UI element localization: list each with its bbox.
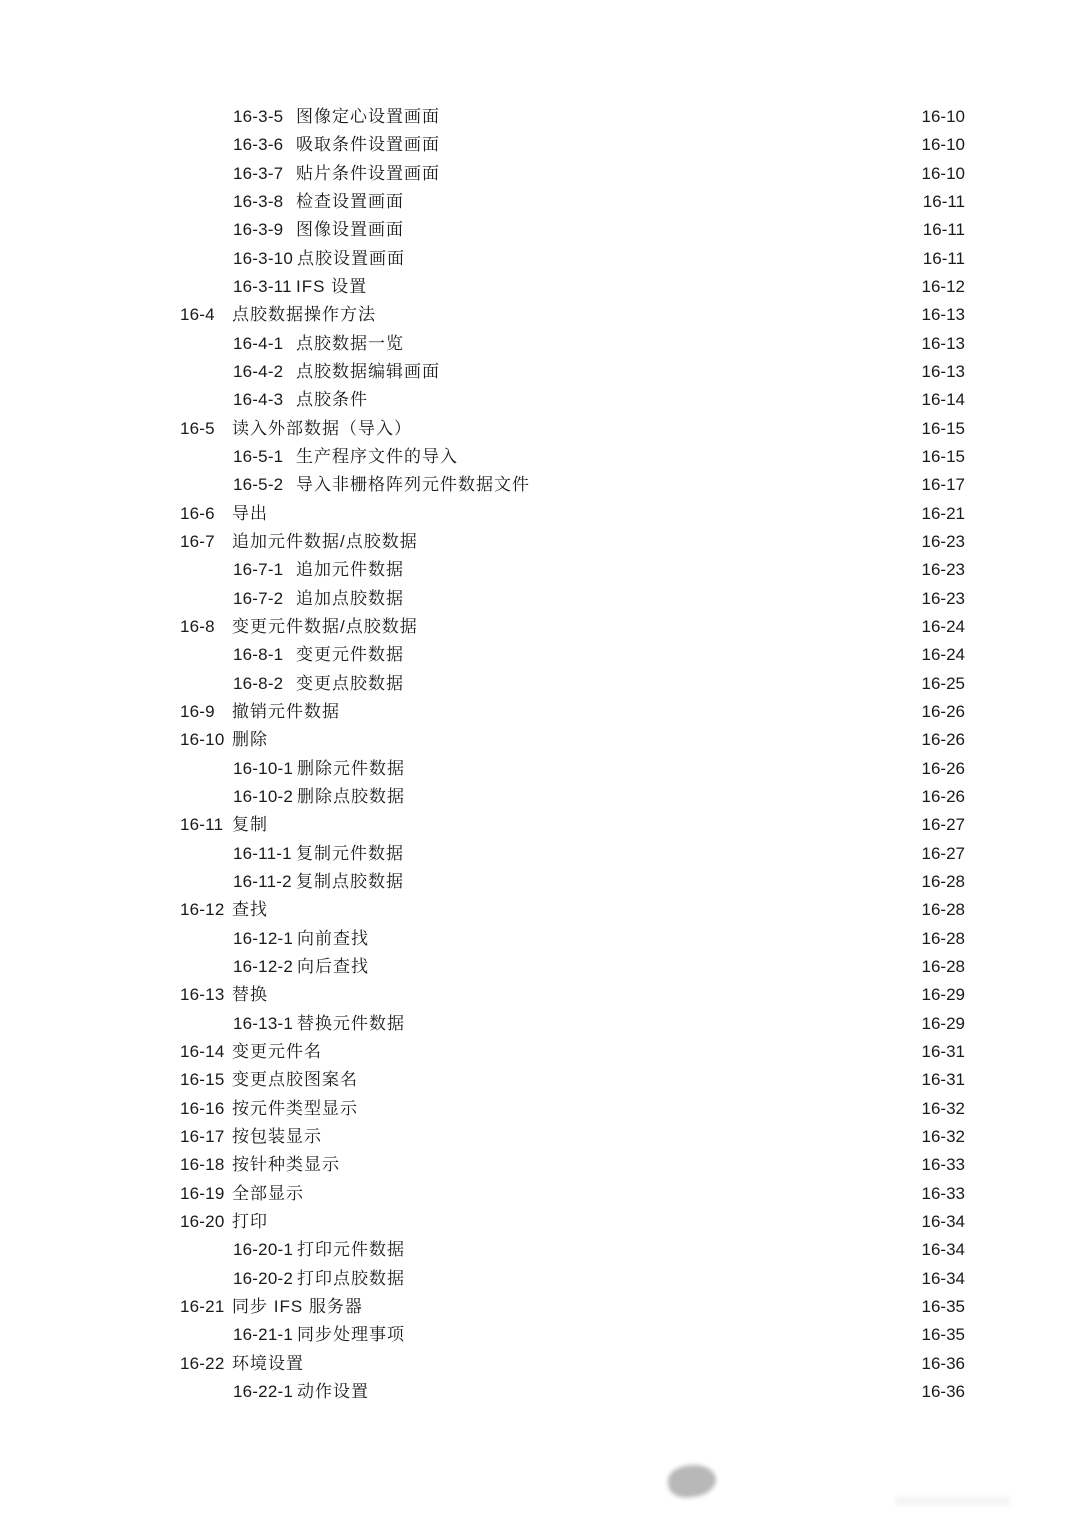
toc-entry-title: 替换 xyxy=(232,981,270,1009)
toc-entry-title: 读入外部数据（导入） xyxy=(232,415,414,443)
toc-entry-number: 16-20-2 xyxy=(233,1268,293,1288)
toc-entry-leader xyxy=(296,215,919,245)
toc-entry-title: 同步 IFS 服务器 xyxy=(232,1293,365,1321)
toc-entry-title: 变更元件数据/点胶数据 xyxy=(232,613,420,641)
toc-entry-number: 16-11 xyxy=(180,815,224,835)
toc-entry-page: 16-12 xyxy=(920,273,965,301)
toc-entry[interactable] xyxy=(0,358,1080,386)
toc-entry-leader xyxy=(232,1094,918,1124)
toc-entry-number: 16-20 xyxy=(180,1211,225,1231)
toc-entry-number: 16-4-1 xyxy=(233,333,284,353)
dot-leader xyxy=(406,586,916,614)
toc-entry[interactable] xyxy=(0,726,1080,754)
toc-entry-number: 16-9 xyxy=(180,702,215,722)
toc-entry[interactable] xyxy=(0,896,1080,924)
toc-entry-leader xyxy=(297,782,918,812)
dot-leader xyxy=(270,727,916,755)
toc-entry-number: 16-4-2 xyxy=(233,362,284,382)
toc-entry-leader xyxy=(297,1320,918,1350)
toc-entry-page: 16-32 xyxy=(920,1095,965,1123)
dot-leader xyxy=(406,331,916,359)
toc-entry[interactable] xyxy=(0,953,1080,981)
toc-entry-page: 16-34 xyxy=(920,1236,965,1264)
toc-entry-title: 查找 xyxy=(232,896,270,924)
toc-entry-page: 16-17 xyxy=(920,471,965,499)
toc-entry-leader xyxy=(297,1264,918,1294)
toc-entry-leader xyxy=(296,470,918,500)
toc-entry[interactable] xyxy=(0,245,1080,273)
dot-leader xyxy=(369,274,916,302)
toc-entry[interactable] xyxy=(0,273,1080,301)
toc-entry-title: 打印点胶数据 xyxy=(297,1265,407,1293)
dot-leader xyxy=(407,246,917,274)
toc-entry-page: 16-36 xyxy=(920,1378,965,1406)
toc-entry-leader xyxy=(296,669,918,699)
dot-leader xyxy=(406,841,916,869)
toc-entry-leader xyxy=(297,1377,918,1407)
toc-entry-title: 全部显示 xyxy=(232,1180,306,1208)
toc-entry-title: 复制点胶数据 xyxy=(296,868,406,896)
toc-entry-title: 复制 xyxy=(232,811,270,839)
dot-leader xyxy=(324,1039,916,1067)
toc-entry-title: 导出 xyxy=(232,500,270,528)
toc-entry-leader xyxy=(232,895,918,925)
toc-entry-leader xyxy=(296,130,918,160)
toc-entry-number: 16-5-1 xyxy=(233,447,284,467)
dot-leader xyxy=(406,671,916,699)
toc-entry-page: 16-15 xyxy=(920,443,965,471)
toc-entry-leader xyxy=(232,1207,918,1237)
toc-entry[interactable] xyxy=(0,103,1080,131)
table-of-contents xyxy=(0,103,1080,1406)
toc-entry-number: 16-16 xyxy=(180,1098,225,1118)
toc-entry-page: 16-34 xyxy=(920,1265,965,1293)
toc-entry-page: 16-31 xyxy=(920,1066,965,1094)
toc-entry-number: 16-7-2 xyxy=(233,588,284,608)
toc-entry-page: 16-10 xyxy=(920,103,965,131)
dot-leader xyxy=(406,557,916,585)
toc-entry-title: 点胶数据编辑画面 xyxy=(296,358,442,386)
toc-entry-title: 追加点胶数据 xyxy=(296,585,406,613)
dot-leader xyxy=(306,1351,916,1379)
toc-entry-number: 16-11-2 xyxy=(233,872,292,892)
toc-entry-leader xyxy=(232,697,918,727)
toc-entry-title: 向后查找 xyxy=(297,953,371,981)
toc-entry-page: 16-13 xyxy=(920,358,965,386)
toc-entry[interactable] xyxy=(0,1010,1080,1038)
toc-entry-title: 撤销元件数据 xyxy=(232,698,342,726)
dot-leader xyxy=(270,1209,916,1237)
toc-entry-leader xyxy=(232,725,918,755)
toc-entry-leader xyxy=(232,414,918,444)
toc-entry-title: 复制元件数据 xyxy=(296,840,406,868)
toc-entry[interactable] xyxy=(0,301,1080,329)
toc-entry-title: 打印 xyxy=(232,1208,270,1236)
toc-entry-leader xyxy=(296,187,919,217)
toc-entry[interactable] xyxy=(0,585,1080,613)
toc-entry-title: 贴片条件设置画面 xyxy=(296,160,442,188)
toc-entry-leader xyxy=(297,1235,918,1265)
toc-entry-title: 向前查找 xyxy=(297,925,371,953)
toc-entry[interactable] xyxy=(0,528,1080,556)
toc-entry-page: 16-36 xyxy=(920,1350,965,1378)
toc-entry-leader xyxy=(296,357,918,387)
toc-entry[interactable] xyxy=(0,698,1080,726)
toc-entry-leader xyxy=(232,810,918,840)
toc-entry-title: 点胶条件 xyxy=(296,386,370,414)
toc-entry-page: 16-28 xyxy=(920,868,965,896)
toc-entry-page: 16-23 xyxy=(920,556,965,584)
toc-entry[interactable] xyxy=(0,1151,1080,1179)
dot-leader xyxy=(442,104,916,132)
dot-leader xyxy=(420,529,916,557)
toc-entry-page: 16-27 xyxy=(920,811,965,839)
toc-entry-leader xyxy=(296,329,918,359)
toc-entry-leader xyxy=(232,980,918,1010)
toc-entry-number: 16-3-6 xyxy=(233,135,284,155)
toc-entry-number: 16-12 xyxy=(180,900,225,920)
toc-entry-leader xyxy=(232,1179,918,1209)
toc-entry[interactable] xyxy=(0,216,1080,244)
toc-entry-number: 16-12-2 xyxy=(233,957,293,976)
toc-entry[interactable] xyxy=(0,641,1080,669)
toc-entry-number: 16-15 xyxy=(180,1070,225,1090)
toc-entry-number: 16-10-1 xyxy=(233,758,293,778)
toc-entry[interactable] xyxy=(0,670,1080,698)
toc-entry-number: 16-13 xyxy=(180,985,225,1005)
toc-entry-page: 16-32 xyxy=(920,1123,965,1151)
dot-leader xyxy=(270,501,916,529)
toc-entry-page: 16-29 xyxy=(920,981,965,1009)
toc-entry[interactable] xyxy=(0,1321,1080,1349)
toc-entry-title: 追加元件数据 xyxy=(296,556,406,584)
toc-entry-page: 16-28 xyxy=(920,925,965,953)
toc-entry-page: 16-33 xyxy=(920,1151,965,1179)
toc-entry-leader xyxy=(296,272,918,302)
toc-entry-leader xyxy=(232,1122,918,1152)
toc-entry-page: 16-27 xyxy=(920,840,965,868)
toc-entry[interactable] xyxy=(0,811,1080,839)
toc-entry-leader xyxy=(232,1349,918,1379)
toc-entry-number: 16-17 xyxy=(180,1126,225,1146)
toc-entry[interactable] xyxy=(0,1236,1080,1264)
toc-entry[interactable] xyxy=(0,160,1080,188)
dot-leader xyxy=(414,416,916,444)
toc-entry-title: 变更点胶数据 xyxy=(296,670,406,698)
toc-entry-number: 16-3-8 xyxy=(233,192,284,212)
toc-entry-title: 生产程序文件的导入 xyxy=(296,443,460,471)
dot-leader xyxy=(442,132,916,160)
toc-entry-leader xyxy=(232,300,918,330)
toc-entry-leader xyxy=(232,1150,918,1180)
toc-entry-leader xyxy=(297,754,918,784)
toc-entry-number: 16-19 xyxy=(180,1183,225,1203)
toc-entry-number: 16-3-10 xyxy=(233,248,293,268)
toc-entry[interactable] xyxy=(0,188,1080,216)
toc-entry-page: 16-10 xyxy=(920,131,965,159)
dot-leader xyxy=(378,302,916,330)
toc-entry-page: 16-29 xyxy=(920,1010,965,1038)
toc-entry-title: 动作设置 xyxy=(297,1378,371,1406)
toc-entry-number: 16-21 xyxy=(180,1296,225,1316)
dot-leader xyxy=(407,784,916,812)
toc-entry-page: 16-21 xyxy=(920,500,965,528)
faint-watermark xyxy=(895,1497,1010,1505)
toc-entry-title: 检查设置画面 xyxy=(296,188,406,216)
toc-entry[interactable] xyxy=(0,1066,1080,1094)
toc-entry-page: 16-13 xyxy=(920,330,965,358)
toc-entry[interactable] xyxy=(0,1179,1080,1207)
dot-leader xyxy=(406,217,917,245)
dot-leader xyxy=(365,1294,916,1322)
toc-entry[interactable] xyxy=(0,1094,1080,1122)
toc-entry-leader xyxy=(296,640,918,670)
toc-entry-page: 16-23 xyxy=(920,585,965,613)
toc-entry-page: 16-26 xyxy=(920,755,965,783)
toc-entry-title: 变更点胶图案名 xyxy=(232,1066,360,1094)
toc-entry-leader xyxy=(232,1292,918,1322)
toc-entry[interactable] xyxy=(0,1038,1080,1066)
toc-entry-number: 16-21-1 xyxy=(233,1325,293,1345)
toc-entry-number: 16-14 xyxy=(180,1041,225,1061)
toc-entry-page: 16-25 xyxy=(920,670,965,698)
toc-entry-leader xyxy=(297,952,918,982)
toc-entry-leader xyxy=(297,1009,918,1039)
toc-entry-leader xyxy=(232,1065,918,1095)
toc-entry-leader xyxy=(232,612,918,642)
dot-leader xyxy=(371,954,916,982)
toc-entry[interactable] xyxy=(0,1208,1080,1236)
dot-leader xyxy=(407,1237,916,1265)
dot-leader xyxy=(270,897,916,925)
toc-entry-number: 16-22-1 xyxy=(233,1381,293,1401)
toc-entry-title: 删除元件数据 xyxy=(297,755,407,783)
toc-entry-number: 16-8-1 xyxy=(233,645,284,665)
toc-entry-number: 16-3-5 xyxy=(233,107,284,127)
toc-entry[interactable] xyxy=(0,981,1080,1009)
toc-entry-page: 16-35 xyxy=(920,1321,965,1349)
toc-entry-leader xyxy=(296,555,918,585)
toc-entry-title: 变更元件数据 xyxy=(296,641,406,669)
toc-entry[interactable] xyxy=(0,500,1080,528)
toc-entry-page: 16-10 xyxy=(920,160,965,188)
toc-entry-page: 16-24 xyxy=(920,641,965,669)
dot-leader xyxy=(420,614,916,642)
dot-leader xyxy=(406,189,917,217)
toc-entry[interactable] xyxy=(0,868,1080,896)
toc-entry-number: 16-6 xyxy=(180,503,215,523)
toc-entry-number: 16-8-2 xyxy=(233,673,284,693)
toc-entry-title: 吸取条件设置画面 xyxy=(296,131,442,159)
toc-entry[interactable] xyxy=(0,443,1080,471)
toc-entry[interactable] xyxy=(0,755,1080,783)
dot-leader xyxy=(442,161,916,189)
toc-entry-title: 按元件类型显示 xyxy=(232,1095,360,1123)
toc-entry[interactable] xyxy=(0,1378,1080,1406)
toc-entry-page: 16-11 xyxy=(921,188,965,216)
toc-entry-number: 16-13-1 xyxy=(233,1013,293,1033)
toc-entry-number: 16-10-2 xyxy=(233,787,293,807)
toc-entry[interactable] xyxy=(0,1264,1080,1292)
dot-leader xyxy=(371,1379,916,1407)
toc-entry-title: 图像设置画面 xyxy=(296,216,406,244)
toc-entry[interactable] xyxy=(0,840,1080,868)
toc-entry-title: 删除 xyxy=(232,726,270,754)
toc-entry-leader xyxy=(232,499,918,529)
toc-entry-title: 按包装显示 xyxy=(232,1123,324,1151)
toc-entry[interactable] xyxy=(0,415,1080,443)
dot-leader xyxy=(270,812,916,840)
dot-leader xyxy=(460,444,916,472)
toc-entry-number: 16-18 xyxy=(180,1155,225,1175)
toc-entry-page: 16-26 xyxy=(920,783,965,811)
toc-entry-number: 16-11-1 xyxy=(233,843,292,863)
toc-entry-page: 16-11 xyxy=(921,216,965,244)
dot-leader xyxy=(407,1322,916,1350)
toc-entry[interactable] xyxy=(0,131,1080,159)
toc-entry-page: 16-34 xyxy=(920,1208,965,1236)
dot-leader xyxy=(407,756,916,784)
toc-entry-leader xyxy=(296,385,918,415)
toc-entry[interactable] xyxy=(0,556,1080,584)
toc-entry-leader xyxy=(296,102,918,132)
toc-entry-number: 16-22 xyxy=(180,1353,225,1373)
toc-entry-number: 16-8 xyxy=(180,617,215,637)
dot-leader xyxy=(342,1152,916,1180)
toc-entry-page: 16-31 xyxy=(920,1038,965,1066)
toc-entry-number: 16-10 xyxy=(180,730,225,750)
dot-leader xyxy=(406,869,916,897)
toc-entry-page: 16-28 xyxy=(920,953,965,981)
dot-leader xyxy=(360,1096,916,1124)
dot-leader xyxy=(442,359,916,387)
toc-entry[interactable] xyxy=(0,1123,1080,1151)
toc-entry-leader xyxy=(296,867,918,897)
toc-entry-page: 16-23 xyxy=(920,528,965,556)
toc-entry-page: 16-33 xyxy=(920,1180,965,1208)
toc-entry-title: 替换元件数据 xyxy=(297,1010,407,1038)
toc-entry-leader xyxy=(297,244,919,274)
toc-entry-number: 16-3-11 xyxy=(233,277,292,297)
toc-entry-page: 16-35 xyxy=(920,1293,965,1321)
toc-entry-leader xyxy=(296,584,918,614)
dot-leader xyxy=(342,699,916,727)
scan-smudge xyxy=(666,1462,718,1500)
toc-entry[interactable] xyxy=(0,925,1080,953)
toc-entry-title: 导入非栅格阵列元件数据文件 xyxy=(296,471,532,499)
toc-entry-number: 16-3-9 xyxy=(233,220,284,240)
toc-entry-page: 16-24 xyxy=(920,613,965,641)
toc-entry-leader xyxy=(297,924,918,954)
dot-leader xyxy=(406,642,916,670)
toc-entry-page: 16-13 xyxy=(920,301,965,329)
toc-entry-leader xyxy=(232,527,918,557)
toc-entry-number: 16-3-7 xyxy=(233,163,284,183)
toc-entry-title: 点胶数据操作方法 xyxy=(232,301,378,329)
dot-leader xyxy=(306,1181,916,1209)
dot-leader xyxy=(407,1266,916,1294)
toc-entry-number: 16-7-1 xyxy=(233,560,284,580)
toc-entry-title: 环境设置 xyxy=(232,1350,306,1378)
toc-entry-title: 打印元件数据 xyxy=(297,1236,407,1264)
toc-entry-leader xyxy=(296,159,918,189)
dot-leader xyxy=(407,1011,916,1039)
toc-entry[interactable] xyxy=(0,471,1080,499)
toc-entry-title: 点胶数据一览 xyxy=(296,330,406,358)
toc-entry-page: 16-26 xyxy=(920,698,965,726)
toc-entry[interactable] xyxy=(0,386,1080,414)
toc-entry-title: 点胶设置画面 xyxy=(297,245,407,273)
toc-entry-title: 图像定心设置画面 xyxy=(296,103,442,131)
dot-leader xyxy=(360,1067,916,1095)
toc-entry-number: 16-4 xyxy=(180,305,215,325)
dot-leader xyxy=(270,982,916,1010)
toc-entry[interactable] xyxy=(0,1349,1080,1377)
dot-leader xyxy=(532,472,916,500)
toc-entry-title: 删除点胶数据 xyxy=(297,783,407,811)
toc-entry-page: 16-11 xyxy=(921,245,965,273)
toc-entry-page: 16-28 xyxy=(920,896,965,924)
toc-entry-number: 16-5 xyxy=(180,418,215,438)
toc-entry-page: 16-15 xyxy=(920,415,965,443)
toc-entry-title: IFS 设置 xyxy=(296,273,369,301)
toc-entry[interactable] xyxy=(0,613,1080,641)
toc-entry-page: 16-14 xyxy=(920,386,965,414)
toc-entry-page: 16-26 xyxy=(920,726,965,754)
dot-leader xyxy=(370,387,916,415)
dot-leader xyxy=(371,926,916,954)
toc-entry-title: 按针种类显示 xyxy=(232,1151,342,1179)
toc-entry[interactable] xyxy=(0,783,1080,811)
toc-entry[interactable] xyxy=(0,1293,1080,1321)
toc-entry-title: 追加元件数据/点胶数据 xyxy=(232,528,420,556)
toc-entry-number: 16-5-2 xyxy=(233,475,284,495)
toc-entry-number: 16-20-1 xyxy=(233,1240,293,1260)
toc-entry-leader xyxy=(296,442,918,472)
dot-leader xyxy=(324,1124,916,1152)
toc-entry[interactable] xyxy=(0,330,1080,358)
toc-entry-leader xyxy=(296,839,918,869)
toc-entry-number: 16-12-1 xyxy=(233,928,293,948)
toc-entry-title: 同步处理事项 xyxy=(297,1321,407,1349)
toc-entry-number: 16-4-3 xyxy=(233,390,284,410)
toc-entry-number: 16-7 xyxy=(180,532,215,552)
toc-entry-title: 变更元件名 xyxy=(232,1038,324,1066)
toc-entry-leader xyxy=(232,1037,918,1067)
